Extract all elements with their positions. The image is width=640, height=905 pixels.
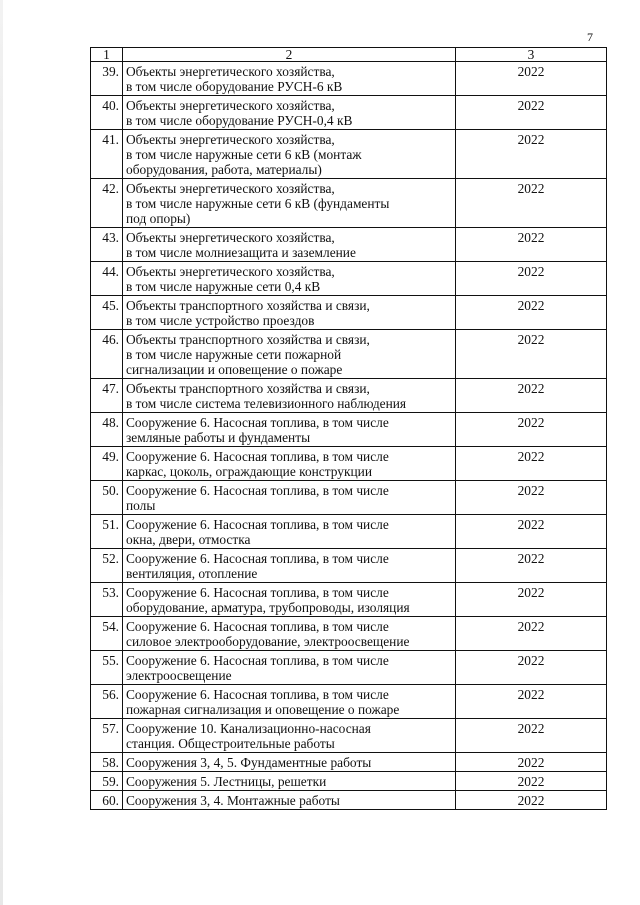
row-number: 45. (91, 296, 123, 330)
row-description: Объекты энергетического хозяйства, в том числе оборудование РУСН-6 кВ (123, 62, 456, 96)
row-year: 2022 (456, 617, 607, 651)
row-number: 42. (91, 179, 123, 228)
row-year: 2022 (456, 651, 607, 685)
row-description: Сооружение 10. Канализационно-насосная станция. Общестроительные работы (123, 719, 456, 753)
row-description: Сооружение 6. Насосная топлива, в том числе электроосвещение (123, 651, 456, 685)
table-row (91, 228, 607, 262)
table-row (91, 549, 607, 583)
row-year: 2022 (456, 130, 607, 179)
row-number: 53. (91, 583, 123, 617)
row-description: Сооружение 6. Насосная топлива, в том числе оборудование, арматура, трубопроводы, изоляция (123, 583, 456, 617)
row-year: 2022 (456, 515, 607, 549)
row-number: 56. (91, 685, 123, 719)
table-row (91, 772, 607, 791)
row-description: Сооружение 6. Насосная топлива, в том числе вентиляция, отопление (123, 549, 456, 583)
row-year: 2022 (456, 379, 607, 413)
row-year: 2022 (456, 330, 607, 379)
row-description: Сооружение 6. Насосная топлива, в том числе силовое электрооборудование, электроосвещение (123, 617, 456, 651)
row-description: Сооружения 5. Лестницы, решетки (123, 772, 456, 791)
row-number: 46. (91, 330, 123, 379)
column-header-2: 2 (123, 48, 456, 62)
row-number: 52. (91, 549, 123, 583)
row-description: Объекты транспортного хозяйства и связи, в том числе система телевизионного наблюдения (123, 379, 456, 413)
row-year: 2022 (456, 481, 607, 515)
page-number: 7 (587, 30, 593, 44)
row-number: 43. (91, 228, 123, 262)
row-description: Объекты энергетического хозяйства, в том числе оборудование РУСН-0,4 кВ (123, 96, 456, 130)
row-description: Объекты энергетического хозяйства, в том числе наружные сети 6 кВ (фундаменты под опоры) (123, 179, 456, 228)
row-year: 2022 (456, 685, 607, 719)
column-header-3: 3 (456, 48, 607, 62)
table-row (91, 130, 607, 179)
table-row (91, 651, 607, 685)
row-year: 2022 (456, 753, 607, 772)
row-number: 48. (91, 413, 123, 447)
row-number: 55. (91, 651, 123, 685)
row-year: 2022 (456, 262, 607, 296)
row-year: 2022 (456, 791, 607, 810)
row-number: 49. (91, 447, 123, 481)
table-row (91, 296, 607, 330)
row-year: 2022 (456, 772, 607, 791)
row-year: 2022 (456, 96, 607, 130)
table-row (91, 753, 607, 772)
row-year: 2022 (456, 179, 607, 228)
table-row (91, 685, 607, 719)
row-number: 51. (91, 515, 123, 549)
row-description: Сооружение 6. Насосная топлива, в том числе пожарная сигнализация и оповещение о пожаре (123, 685, 456, 719)
row-description: Сооружение 6. Насосная топлива, в том числе земляные работы и фундаменты (123, 413, 456, 447)
row-number: 57. (91, 719, 123, 753)
row-year: 2022 (456, 719, 607, 753)
row-number: 44. (91, 262, 123, 296)
row-number: 47. (91, 379, 123, 413)
column-header-1: 1 (91, 48, 123, 62)
table-row (91, 96, 607, 130)
row-year: 2022 (456, 549, 607, 583)
row-year: 2022 (456, 413, 607, 447)
table-row (91, 179, 607, 228)
scan-edge (0, 0, 3, 905)
table-row (91, 481, 607, 515)
row-description: Объекты энергетического хозяйства, в том числе наружные сети 0,4 кВ (123, 262, 456, 296)
row-number: 39. (91, 62, 123, 96)
table-row (91, 719, 607, 753)
row-description: Объекты транспортного хозяйства и связи, в том числе устройство проездов (123, 296, 456, 330)
row-description: Объекты транспортного хозяйства и связи, в том числе наружные сети пожарной сигнализации и оповещение о пожаре (123, 330, 456, 379)
row-description: Сооружения 3, 4. Монтажные работы (123, 791, 456, 810)
row-description: Сооружение 6. Насосная топлива, в том числе каркас, цоколь, ограждающие конструкции (123, 447, 456, 481)
table-row (91, 413, 607, 447)
table-row (91, 330, 607, 379)
table-row (91, 791, 607, 810)
row-description: Сооружение 6. Насосная топлива, в том числе окна, двери, отмостка (123, 515, 456, 549)
row-year: 2022 (456, 447, 607, 481)
row-number: 59. (91, 772, 123, 791)
table-row (91, 583, 607, 617)
table-row (91, 262, 607, 296)
row-description: Объекты энергетического хозяйства, в том числе наружные сети 6 кВ (монтаж оборудования, работа, материалы) (123, 130, 456, 179)
table-row (91, 379, 607, 413)
row-description: Объекты энергетического хозяйства, в том числе молниезащита и заземление (123, 228, 456, 262)
table-row (91, 617, 607, 651)
row-year: 2022 (456, 583, 607, 617)
row-number: 60. (91, 791, 123, 810)
row-description: Сооружение 6. Насосная топлива, в том числе полы (123, 481, 456, 515)
row-description: Сооружения 3, 4, 5. Фундаментные работы (123, 753, 456, 772)
row-number: 50. (91, 481, 123, 515)
table-row (91, 62, 607, 96)
schedule-table (90, 47, 607, 810)
row-number: 58. (91, 753, 123, 772)
row-year: 2022 (456, 228, 607, 262)
row-year: 2022 (456, 296, 607, 330)
row-number: 40. (91, 96, 123, 130)
row-year: 2022 (456, 62, 607, 96)
row-number: 41. (91, 130, 123, 179)
table-row (91, 515, 607, 549)
table-row (91, 447, 607, 481)
table-header-row (91, 48, 607, 62)
row-number: 54. (91, 617, 123, 651)
